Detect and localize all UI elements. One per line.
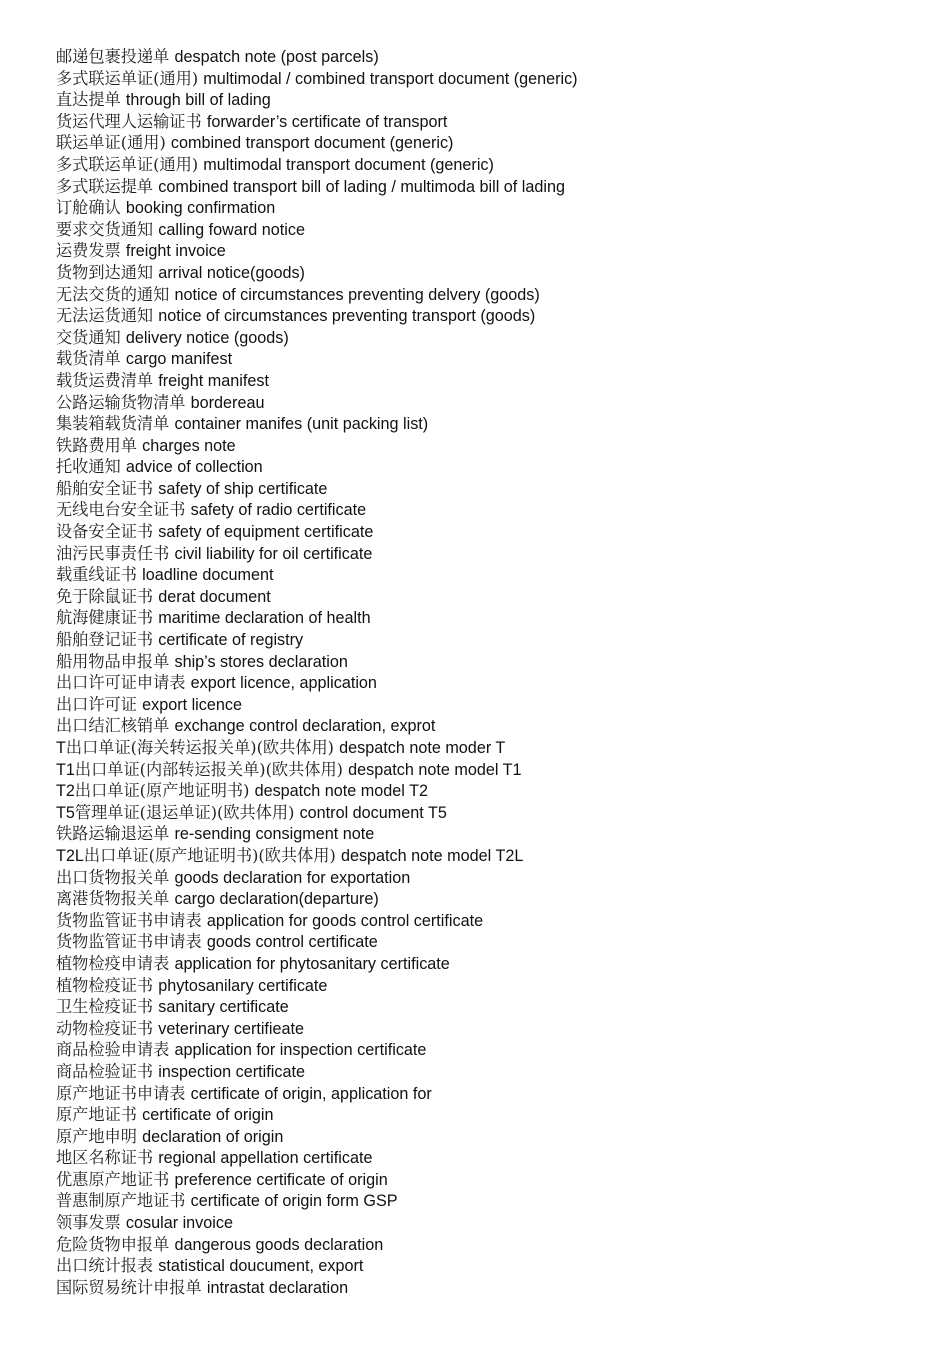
glossary-entry bbox=[56, 46, 936, 68]
entry-english-term: despatch note model T1 bbox=[348, 760, 522, 779]
glossary-entry bbox=[56, 780, 936, 802]
entry-english-term: goods control certificate bbox=[206, 933, 378, 952]
entry-chinese-term: 船用物品申报单 bbox=[56, 651, 170, 671]
entry-chinese-term: 多式联运单证(通用) bbox=[56, 68, 199, 88]
entry-english-term: advice of collection bbox=[125, 458, 263, 477]
glossary-entry bbox=[56, 953, 936, 975]
entry-english-term: ship’s stores declaration bbox=[174, 652, 348, 671]
glossary-entry bbox=[56, 435, 936, 457]
glossary-entry bbox=[56, 413, 936, 435]
glossary-entry bbox=[56, 1234, 936, 1256]
entry-chinese-term: 多式联运单证(通用) bbox=[56, 154, 199, 174]
glossary-entry bbox=[56, 1255, 936, 1277]
entry-chinese-term: 植物检疫证书 bbox=[56, 975, 154, 995]
glossary-entry bbox=[56, 89, 936, 111]
entry-chinese-term: 货运代理人运输证书 bbox=[56, 111, 202, 131]
glossary-entry bbox=[56, 176, 936, 198]
entry-chinese-term: 订舱确认 bbox=[56, 198, 121, 218]
glossary-entry bbox=[56, 68, 936, 90]
entry-english-term: cargo manifest bbox=[125, 350, 233, 369]
entry-chinese-term: 无法交货的通知 bbox=[56, 284, 170, 304]
glossary-entry bbox=[56, 996, 936, 1018]
entry-code: T5 bbox=[56, 803, 75, 822]
entry-chinese-term: 出口单证(内部转运报关单)(欧共体用) bbox=[74, 759, 343, 779]
entry-code: T bbox=[56, 739, 66, 757]
entry-chinese-term: 要求交货通知 bbox=[56, 219, 154, 239]
glossary-entry bbox=[56, 111, 936, 133]
glossary-entry bbox=[56, 672, 936, 694]
entry-chinese-term: 货物到达通知 bbox=[56, 262, 154, 282]
glossary-entry bbox=[56, 1061, 936, 1083]
glossary-entry bbox=[56, 1277, 936, 1299]
entry-chinese-term: 铁路运输退运单 bbox=[56, 824, 170, 844]
entry-chinese-term: 离港货物报关单 bbox=[56, 889, 170, 909]
glossary-entry bbox=[56, 759, 936, 781]
entry-english-term: certificate of origin bbox=[142, 1106, 274, 1125]
glossary-entry bbox=[56, 240, 936, 262]
glossary-entry bbox=[56, 715, 936, 737]
glossary-entry bbox=[56, 1126, 936, 1148]
entry-chinese-term: 载货清单 bbox=[56, 349, 121, 369]
entry-english-term: freight manifest bbox=[158, 371, 269, 390]
entry-chinese-term: 船舶安全证书 bbox=[56, 478, 154, 498]
entry-english-term: combined transport bill of lading / multimoda bill of lading bbox=[158, 177, 565, 196]
entry-chinese-term: 普惠制原产地证书 bbox=[56, 1191, 186, 1211]
entry-english-term: delivery notice (goods) bbox=[125, 328, 289, 347]
entry-chinese-term: 商品检验申请表 bbox=[56, 1040, 170, 1060]
entry-english-term: multimodal transport document (generic) bbox=[203, 155, 494, 174]
entry-chinese-term: 出口统计报表 bbox=[56, 1256, 154, 1276]
entry-chinese-term: 出口结汇核销单 bbox=[56, 716, 170, 736]
entry-chinese-term: 管理单证(退运单证)(欧共体用) bbox=[74, 802, 295, 822]
entry-english-term: bordereau bbox=[190, 393, 265, 412]
glossary-entry bbox=[56, 327, 936, 349]
entry-english-term: veterinary certifieate bbox=[158, 1019, 305, 1038]
glossary-entry bbox=[56, 154, 936, 176]
entry-english-term: freight invoice bbox=[125, 242, 226, 261]
entry-chinese-term: 原产地申明 bbox=[56, 1126, 137, 1146]
entry-chinese-term: 载重线证书 bbox=[56, 565, 137, 585]
entry-english-term: civil liability for oil certificate bbox=[174, 544, 373, 563]
entry-english-term: calling foward notice bbox=[158, 220, 305, 239]
entry-english-term: intrastat declaration bbox=[206, 1278, 349, 1297]
entry-english-term: despatch note model T2L bbox=[340, 846, 524, 865]
glossary-entry bbox=[56, 694, 936, 716]
glossary-entry bbox=[56, 478, 936, 500]
glossary-list bbox=[56, 46, 936, 1298]
glossary-entry bbox=[56, 197, 936, 219]
entry-english-term: regional appellation certificate bbox=[158, 1149, 373, 1168]
entry-english-term: certificate of origin form GSP bbox=[190, 1192, 398, 1211]
entry-english-term: maritime declaration of health bbox=[158, 609, 371, 628]
glossary-entry bbox=[56, 931, 936, 953]
entry-chinese-term: 托收通知 bbox=[56, 457, 121, 477]
glossary-entry bbox=[56, 629, 936, 651]
entry-english-term: charges note bbox=[142, 436, 236, 455]
glossary-entry bbox=[56, 262, 936, 284]
entry-english-term: despatch note moder T bbox=[339, 739, 506, 757]
glossary-entry bbox=[56, 1083, 936, 1105]
entry-chinese-term: 出口单证(原产地证明书) bbox=[74, 781, 250, 801]
entry-chinese-term: 航海健康证书 bbox=[56, 608, 154, 628]
entry-english-term: application for inspection certificate bbox=[174, 1041, 427, 1060]
entry-english-term: despatch note model T2 bbox=[254, 782, 428, 801]
entry-chinese-term: 无法运货通知 bbox=[56, 306, 154, 326]
entry-chinese-term: 货物监管证书申请表 bbox=[56, 910, 202, 930]
entry-chinese-term: 出口货物报关单 bbox=[56, 867, 170, 887]
entry-english-term: export licence, application bbox=[190, 674, 377, 693]
glossary-entry bbox=[56, 499, 936, 521]
entry-english-term: arrival notice(goods) bbox=[158, 263, 305, 282]
glossary-entry bbox=[56, 1190, 936, 1212]
entry-chinese-term: 出口单证(海关转运报关单)(欧共体用) bbox=[65, 738, 334, 757]
glossary-entry bbox=[56, 219, 936, 241]
entry-chinese-term: 国际贸易统计申报单 bbox=[56, 1277, 202, 1297]
glossary-entry bbox=[56, 132, 936, 154]
glossary-entry bbox=[56, 802, 936, 824]
entry-chinese-term: 免于除鼠证书 bbox=[56, 586, 154, 606]
entry-english-term: application for goods control certificate bbox=[206, 911, 484, 930]
entry-english-term: multimodal / combined transport document (generic) bbox=[203, 69, 578, 88]
glossary-entry bbox=[56, 823, 936, 845]
entry-english-term: loadline document bbox=[142, 566, 274, 585]
entry-english-term: cosular invoice bbox=[125, 1214, 233, 1233]
glossary-entry bbox=[56, 975, 936, 997]
entry-english-term: statistical doucument, export bbox=[158, 1257, 364, 1276]
glossary-entry bbox=[56, 305, 936, 327]
glossary-entry bbox=[56, 456, 936, 478]
glossary-entry bbox=[56, 1039, 936, 1061]
glossary-entry bbox=[56, 651, 936, 673]
entry-english-term: through bill of lading bbox=[125, 91, 271, 110]
entry-code: T2L bbox=[56, 846, 84, 865]
entry-english-term: safety of radio certificate bbox=[190, 501, 367, 520]
entry-chinese-term: 设备安全证书 bbox=[56, 522, 154, 542]
entry-english-term: safety of ship certificate bbox=[158, 479, 328, 498]
entry-english-term: notice of circumstances preventing transport (goods) bbox=[158, 307, 536, 326]
entry-chinese-term: 多式联运提单 bbox=[56, 176, 154, 196]
entry-chinese-term: 动物检疫证书 bbox=[56, 1018, 154, 1038]
entry-chinese-term: 邮递包裹投递单 bbox=[56, 47, 170, 66]
glossary-entry bbox=[56, 910, 936, 932]
entry-chinese-term: 出口单证(原产地证明书)(欧共体用) bbox=[83, 845, 336, 865]
entry-chinese-term: 船舶登记证书 bbox=[56, 630, 154, 650]
entry-english-term: declaration of origin bbox=[142, 1127, 284, 1146]
entry-chinese-term: 领事发票 bbox=[56, 1213, 121, 1233]
entry-english-term: control document T5 bbox=[299, 803, 447, 822]
entry-english-term: derat document bbox=[158, 587, 271, 606]
entry-english-term: sanitary certificate bbox=[158, 998, 289, 1017]
entry-chinese-term: 油污民事责任书 bbox=[56, 543, 170, 563]
glossary-entry bbox=[56, 521, 936, 543]
entry-english-term: booking confirmation bbox=[125, 199, 276, 218]
glossary-entry bbox=[56, 888, 936, 910]
glossary-entry bbox=[56, 1104, 936, 1126]
glossary-entry bbox=[56, 607, 936, 629]
entry-chinese-term: 货物监管证书申请表 bbox=[56, 932, 202, 952]
entry-english-term: certificate of registry bbox=[158, 631, 304, 650]
entry-english-term: cargo declaration(departure) bbox=[174, 890, 379, 909]
glossary-entry bbox=[56, 845, 936, 867]
glossary-entry bbox=[56, 1212, 936, 1234]
entry-chinese-term: 公路运输货物清单 bbox=[56, 392, 186, 412]
glossary-entry bbox=[56, 564, 936, 586]
entry-english-term: container manifes (unit packing list) bbox=[174, 415, 429, 434]
entry-chinese-term: 联运单证(通用) bbox=[56, 133, 166, 153]
entry-chinese-term: 交货通知 bbox=[56, 327, 121, 347]
entry-chinese-term: 载货运费清单 bbox=[56, 370, 154, 390]
glossary-entry bbox=[56, 392, 936, 414]
entry-chinese-term: 原产地证书 bbox=[56, 1105, 137, 1125]
entry-chinese-term: 植物检疫申请表 bbox=[56, 953, 170, 973]
entry-english-term: certificate of origin, application for bbox=[190, 1084, 432, 1103]
entry-english-term: export licence bbox=[142, 695, 242, 714]
entry-chinese-term: 优惠原产地证书 bbox=[56, 1169, 170, 1189]
entry-english-term: despatch note (post parcels) bbox=[174, 48, 379, 66]
entry-chinese-term: 原产地证书申请表 bbox=[56, 1083, 186, 1103]
entry-chinese-term: 出口许可证申请表 bbox=[56, 673, 186, 693]
entry-english-term: application for phytosanitary certificate bbox=[174, 954, 450, 973]
entry-english-term: exchange control declaration, exprot bbox=[174, 717, 436, 736]
entry-english-term: forwarder’s certificate of transport bbox=[206, 112, 448, 131]
glossary-entry bbox=[56, 867, 936, 889]
entry-english-term: inspection certificate bbox=[158, 1062, 305, 1081]
entry-code: T1 bbox=[56, 760, 75, 779]
glossary-entry bbox=[56, 543, 936, 565]
entry-chinese-term: 出口许可证 bbox=[56, 694, 137, 714]
glossary-entry bbox=[56, 1147, 936, 1169]
entry-chinese-term: 卫生检疫证书 bbox=[56, 997, 154, 1017]
glossary-entry bbox=[56, 370, 936, 392]
glossary-entry bbox=[56, 284, 936, 306]
glossary-entry bbox=[56, 586, 936, 608]
entry-chinese-term: 危险货物申报单 bbox=[56, 1234, 170, 1254]
entry-english-term: combined transport document (generic) bbox=[170, 134, 454, 153]
entry-chinese-term: 无线电台安全证书 bbox=[56, 500, 186, 520]
entry-english-term: re-sending consigment note bbox=[174, 825, 375, 844]
entry-english-term: notice of circumstances preventing delvery (goods) bbox=[174, 285, 540, 304]
glossary-entry bbox=[56, 1018, 936, 1040]
entry-english-term: safety of equipment certificate bbox=[158, 523, 374, 542]
entry-english-term: phytosanilary certificate bbox=[158, 976, 328, 995]
entry-chinese-term: 商品检验证书 bbox=[56, 1061, 154, 1081]
glossary-entry bbox=[56, 1169, 936, 1191]
entry-chinese-term: 铁路费用单 bbox=[56, 435, 137, 455]
entry-chinese-term: 运费发票 bbox=[56, 241, 121, 261]
entry-chinese-term: 直达提单 bbox=[56, 90, 121, 110]
entry-chinese-term: 集装箱载货清单 bbox=[56, 414, 170, 434]
glossary-entry bbox=[56, 737, 936, 759]
entry-english-term: goods declaration for exportation bbox=[174, 868, 411, 887]
entry-code: T2 bbox=[56, 782, 75, 801]
entry-chinese-term: 地区名称证书 bbox=[56, 1148, 154, 1168]
glossary-entry bbox=[56, 348, 936, 370]
entry-english-term: preference certificate of origin bbox=[174, 1170, 388, 1189]
entry-english-term: dangerous goods declaration bbox=[174, 1235, 384, 1254]
